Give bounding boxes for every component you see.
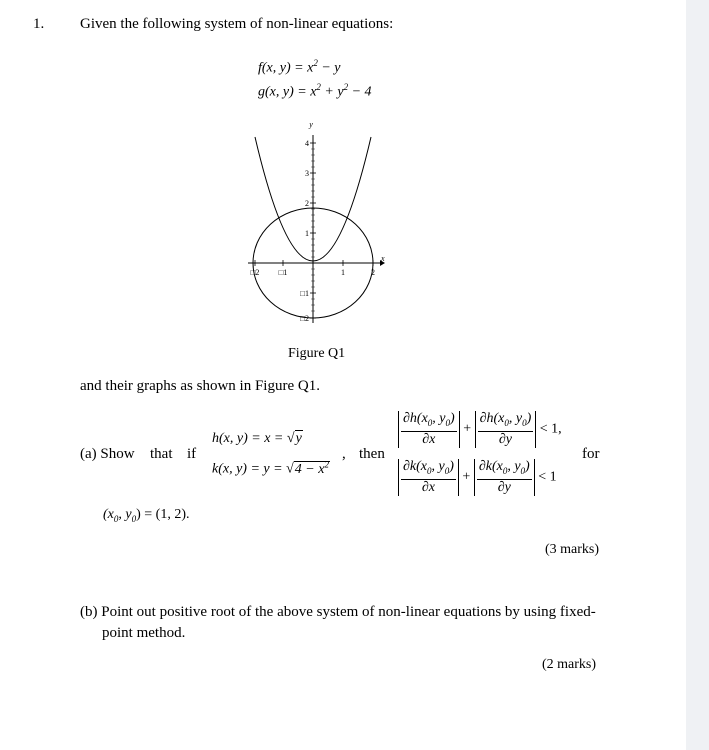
y-tick-1: 1 — [305, 229, 309, 238]
y-axis-label: y — [309, 120, 313, 129]
figure-q1-graph — [240, 115, 390, 330]
part-a-show: (a) Show — [80, 446, 135, 462]
part-a-if: if — [187, 446, 197, 462]
part-b-marks: (2 marks) — [542, 657, 597, 672]
question-number: 1. — [33, 16, 45, 32]
figure-caption: Figure Q1 — [288, 346, 346, 361]
part-a-for: for — [582, 446, 600, 462]
right-scroll-gutter — [686, 0, 709, 750]
part-a-that: that — [150, 446, 173, 462]
part-a-comma: , — [342, 446, 346, 462]
axis-ticks — [255, 143, 373, 318]
condition-k: $\frac{\partial k(x_0, y_0)}{\partial x}$ + $\frac{\partial k(x_0, y_0)}{\partial y}$ < 1 — [398, 459, 557, 496]
graph-note: and their graphs as shown in Figure Q1. — [80, 378, 320, 394]
x-axis-label: x — [381, 254, 385, 263]
part-a-marks: (3 marks) — [545, 542, 600, 557]
h-definition: h(x, y) = x = √y — [212, 431, 302, 446]
initial-point: ($x_0$, $y_0) = (1$, 2). — [103, 507, 190, 524]
y-tick-4: 4 — [305, 139, 309, 148]
x-tick-neg2: □2 — [250, 268, 260, 277]
y-tick-2: 2 — [305, 199, 309, 208]
equation-g: g(x, $y) = x^2 + y^2 - 4$ — [258, 82, 372, 100]
x-tick-1: 1 — [341, 268, 345, 277]
part-a-then: then — [359, 446, 385, 462]
condition-h: $\frac{\partial h(x_0, y_0)}{\partial x}$ + $\frac{\partial h(x_0, y_0)}{\partial y}$ < 1, — [398, 411, 562, 448]
x-tick-2: 2 — [371, 268, 375, 277]
k-definition: k(x, $y) = y = √4 - x^2$ — [212, 459, 329, 477]
x-tick-neg1: □1 — [278, 268, 288, 277]
equation-f: f(x, $y) = x^2 - y$ — [258, 58, 341, 76]
y-tick-3: 3 — [305, 169, 309, 178]
part-b-line2: point method. — [102, 625, 186, 641]
question-intro: Given the following system of non-linear equations: — [80, 16, 394, 32]
y-tick-neg2: □2 — [300, 314, 309, 323]
y-tick-neg1: □1 — [300, 289, 309, 298]
part-b-line1: (b) Point out positive root of the above system of non-linear equations by using fixed- — [80, 604, 596, 620]
